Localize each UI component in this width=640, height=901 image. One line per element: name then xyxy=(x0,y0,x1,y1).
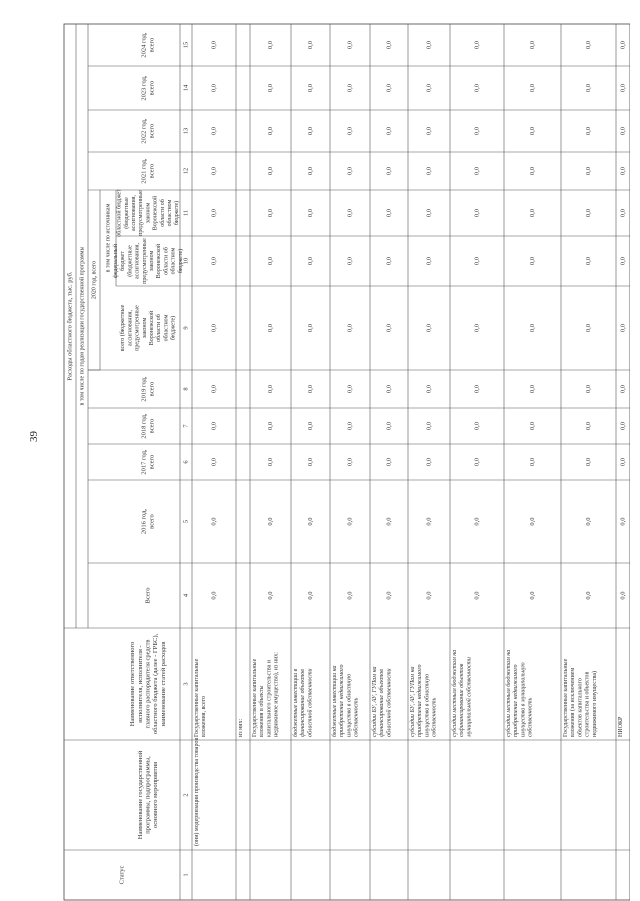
cell-value: 0,0 xyxy=(528,40,536,50)
row-label: строительства и объектов xyxy=(584,671,591,737)
cell-value: 0,0 xyxy=(306,83,314,93)
column-number xyxy=(182,593,189,597)
column-number-line: 13 xyxy=(182,127,190,135)
cell-value: 0,0 xyxy=(619,517,627,526)
header-2019-line: 2019 год, xyxy=(140,376,148,402)
row-label: собственность xyxy=(527,697,534,737)
cell-value: 0,0 xyxy=(346,256,354,266)
header-total xyxy=(144,588,151,604)
cell-value: 0,0 xyxy=(266,83,274,93)
row-label: Государственные капитальные xyxy=(194,658,200,737)
header-2016 xyxy=(141,509,156,534)
header-federal-line: области об xyxy=(163,247,170,275)
cell-value: 0,0 xyxy=(210,208,218,218)
header-2022 xyxy=(141,118,156,143)
column-number-line: 12 xyxy=(182,167,190,175)
cell-value: 0,0 xyxy=(584,384,592,394)
row-label: субсидии БУ, АУ, ГУПам на xyxy=(410,666,416,737)
cell-value: 0,0 xyxy=(346,126,354,136)
header-2020-total-line: бюджете) xyxy=(170,315,177,341)
cell-value: 0,0 xyxy=(473,384,481,394)
header-2018-line: 2018 год, xyxy=(140,413,148,439)
cell-value: 0,0 xyxy=(584,166,592,176)
row-label: приобретение недвижимого xyxy=(417,664,424,737)
row-label: НИОКР xyxy=(618,716,624,737)
cell-value: 0,0 xyxy=(473,421,481,431)
cell-value: 0,0 xyxy=(528,126,536,136)
header-2020-total-line: областном xyxy=(163,314,170,342)
cell-value: 0,0 xyxy=(425,40,433,50)
header-executor xyxy=(129,634,167,735)
row-label: имущества в областную xyxy=(346,673,353,737)
cell-value: 0,0 xyxy=(346,323,354,333)
header-regional-line: ассигнования, xyxy=(130,195,137,231)
row-label: вложения (за исключением xyxy=(570,667,577,737)
cell-value: 0,0 xyxy=(584,457,592,467)
column-number xyxy=(182,682,189,685)
header-2024 xyxy=(141,32,156,57)
cell-value: 0,0 xyxy=(619,323,627,333)
column-number-line: 2 xyxy=(182,793,190,797)
cell-value: 0,0 xyxy=(306,40,314,50)
cell-value: 0,0 xyxy=(210,256,218,266)
header-group-title xyxy=(66,271,73,380)
cell-value: 0,0 xyxy=(584,126,592,136)
cell-value: 0,0 xyxy=(385,256,393,266)
cell-value: 0,0 xyxy=(619,166,627,176)
column-number-line: 4 xyxy=(182,593,190,598)
cell-value: 0,0 xyxy=(306,126,314,136)
rotated-table-page xyxy=(58,0,630,901)
row-label: капитального строительства и xyxy=(266,660,273,737)
cell-value: 0,0 xyxy=(210,457,218,467)
cell-value: 0,0 xyxy=(473,323,481,333)
header-federal-line: (бюджетные xyxy=(127,245,134,277)
column-number-line: 10 xyxy=(182,257,190,265)
header-regional-line: (бюджетные xyxy=(123,197,130,229)
header-group-title-line: Расходы областного бюджета, тыс. руб. xyxy=(66,271,74,381)
cell-value: 0,0 xyxy=(528,208,536,218)
header-federal-line: законом xyxy=(148,250,155,272)
header-program-name xyxy=(137,750,159,839)
row-label: финансирование объектов xyxy=(379,669,386,737)
header-2023-line: 2023 год, xyxy=(140,75,148,101)
cell-value: 0,0 xyxy=(306,166,314,176)
cell-value: 0,0 xyxy=(528,166,536,176)
cell-value: 0,0 xyxy=(346,421,354,431)
row-label: муниципальной собственности xyxy=(466,657,473,737)
column-number xyxy=(182,387,189,390)
cell-value: 0,0 xyxy=(528,83,536,93)
cell-value: 0,0 xyxy=(425,591,433,600)
column-number xyxy=(182,460,189,464)
cell-value: 0,0 xyxy=(346,384,354,394)
header-2017 xyxy=(141,449,156,474)
column-number-line: 8 xyxy=(182,387,190,391)
cell-value: 0,0 xyxy=(385,323,393,333)
header-2020-title xyxy=(91,261,97,299)
header-2022-line: всего xyxy=(148,123,156,139)
row-label: имущества в муниципальную xyxy=(520,662,527,737)
cell-value: 0,0 xyxy=(306,323,314,333)
header-2020-total-line: ассигнования, xyxy=(127,310,134,346)
header-2017-line: всего xyxy=(148,454,156,470)
cell-value: 0,0 xyxy=(425,421,433,431)
cell-value: 0,0 xyxy=(584,256,592,266)
header-status xyxy=(118,865,125,884)
column-number-line: 9 xyxy=(182,326,190,330)
column-number xyxy=(182,424,189,428)
cell-value: 0,0 xyxy=(210,323,218,333)
cell-value: 0,0 xyxy=(425,384,433,394)
cell-value: 0,0 xyxy=(473,40,481,50)
row-label: объектов капитального xyxy=(577,678,584,737)
cell-value: 0,0 xyxy=(266,591,274,600)
column-number xyxy=(182,326,189,329)
cell-value: 0,0 xyxy=(385,40,393,50)
column-number xyxy=(182,258,189,265)
header-2017-line: 2017 год, xyxy=(140,449,148,475)
cell-value: 0,0 xyxy=(584,323,592,333)
cell-value: 0,0 xyxy=(210,83,218,93)
cell-value: 0,0 xyxy=(584,208,592,218)
cell-value: 0,0 xyxy=(385,384,393,394)
header-2016-line: 2016 год, xyxy=(140,508,148,535)
cell-value: 0,0 xyxy=(425,323,433,333)
cell-value: 0,0 xyxy=(473,83,481,93)
header-2018 xyxy=(141,413,156,438)
row-label: Государственные капитальные xyxy=(252,658,258,737)
column-number xyxy=(182,168,189,175)
header-2019-line: всего xyxy=(148,381,156,397)
column-number xyxy=(182,793,189,796)
cell-value: 0,0 xyxy=(584,83,592,93)
cell-value: 0,0 xyxy=(619,457,627,467)
header-federal-line: предусмотренные xyxy=(141,238,148,284)
cell-value: 0,0 xyxy=(306,591,314,600)
column-number xyxy=(182,520,189,523)
column-number-line: 11 xyxy=(182,209,190,217)
cell-value: 0,0 xyxy=(210,591,218,600)
header-regional-line: областном xyxy=(166,199,173,227)
cell-value: 0,0 xyxy=(346,166,354,176)
cell-value: 0,0 xyxy=(210,517,218,526)
header-in-sources-line: в том числе по источникам xyxy=(105,203,112,273)
cell-value: 0,0 xyxy=(425,517,433,526)
header-regional-line: областной бюджет xyxy=(116,189,123,237)
cell-value: 0,0 xyxy=(306,256,314,266)
cell-value: 0,0 xyxy=(473,457,481,467)
column-number xyxy=(182,128,189,135)
header-2016-line: всего xyxy=(148,514,156,529)
cell-value: 0,0 xyxy=(385,591,393,600)
header-regional-line: бюджете) xyxy=(174,200,181,226)
cell-value: 0,0 xyxy=(528,421,536,431)
header-total-line: Всего xyxy=(144,587,152,604)
header-2020-total-line: области об xyxy=(156,314,163,342)
cell-value: 0,0 xyxy=(425,256,433,266)
cell-value: 0,0 xyxy=(619,591,627,600)
header-2023-line: всего xyxy=(148,80,156,96)
cell-value: 0,0 xyxy=(346,517,354,526)
cell-value: 0,0 xyxy=(210,166,218,176)
cell-value: 0,0 xyxy=(306,384,314,394)
header-federal-line: областном xyxy=(170,247,177,275)
cell-value: 0,0 xyxy=(385,208,393,218)
cell-value: 0,0 xyxy=(584,591,592,600)
cell-value: 0,0 xyxy=(385,457,393,467)
cell-value: 0,0 xyxy=(425,457,433,467)
row-label: финансирование объектов xyxy=(300,669,307,737)
row-label: вложения в объекты xyxy=(259,685,266,737)
header-executor-line: областного бюджета (далее - ГРБС), xyxy=(152,633,160,735)
cell-value: 0,0 xyxy=(425,126,433,136)
row-label: бюджетные инвестиции в xyxy=(293,668,299,737)
header-2021-line: всего xyxy=(148,163,156,179)
cell-value: 0,0 xyxy=(528,517,536,526)
cell-value: 0,0 xyxy=(619,208,627,218)
row-label: областной собственности xyxy=(307,668,314,737)
cell-value: 0,0 xyxy=(473,591,481,600)
row-label: приобретение недвижимого xyxy=(339,664,346,737)
budget-table xyxy=(58,0,630,901)
header-2019 xyxy=(141,376,156,401)
row-label: субсидии местным бюджетам на xyxy=(506,649,512,737)
cell-value: 0,0 xyxy=(528,457,536,467)
header-2018-line: всего xyxy=(148,418,156,434)
header-federal-line: Воронежской xyxy=(156,243,163,279)
column-number-line: 3 xyxy=(182,682,190,686)
row-label: из них: xyxy=(238,718,244,737)
row-label: софинансирование объектов xyxy=(459,663,466,737)
header-regional-line: предусмотренные xyxy=(138,190,145,236)
header-2021 xyxy=(141,158,156,183)
cell-value: 0,0 xyxy=(584,40,592,50)
cell-value: 0,0 xyxy=(346,591,354,600)
header-program-name-line: программы, подпрограммы, xyxy=(144,756,152,834)
header-regional xyxy=(116,189,181,237)
row-label: недвижимого имущества) xyxy=(591,671,598,737)
cell-value: 0,0 xyxy=(473,208,481,218)
header-regional-line: области об xyxy=(159,199,166,227)
column-number-line: 5 xyxy=(182,519,190,524)
header-group-subtitle-line: в том числе по годам реализации государственной программы xyxy=(79,246,86,406)
cell-value: 0,0 xyxy=(385,166,393,176)
cell-value: 0,0 xyxy=(425,208,433,218)
cell-value: 0,0 xyxy=(266,40,274,50)
cell-value: 0,0 xyxy=(528,256,536,266)
cell-value: 0,0 xyxy=(619,256,627,266)
cell-value: 0,0 xyxy=(528,384,536,394)
cell-value: 0,0 xyxy=(425,83,433,93)
header-executor-line: исполнителя, исполнителя - xyxy=(136,645,144,723)
column-number xyxy=(182,84,189,91)
cell-value: 0,0 xyxy=(584,517,592,526)
row-label: приобретение недвижимого xyxy=(513,664,520,737)
row-label: субсидии местным бюджетам на xyxy=(452,649,458,737)
column-number-line: 1 xyxy=(182,873,190,877)
row-label: бюджетные инвестиции на xyxy=(332,665,338,737)
row-label: субсидии БУ, АУ, ГУПам на xyxy=(372,666,378,737)
cell-value: 0,0 xyxy=(385,83,393,93)
cell-value: 0,0 xyxy=(584,421,592,431)
cell-value: 0,0 xyxy=(306,208,314,218)
cell-value: 0,0 xyxy=(346,40,354,50)
cell-value: 0,0 xyxy=(266,457,274,467)
row-label: областной собственности xyxy=(386,668,393,737)
cell-value: 0,0 xyxy=(528,323,536,333)
header-executor-line: наименование статей расходов xyxy=(159,641,167,727)
row-label: недвижимое имущество), из них: xyxy=(273,652,280,737)
cell-value: 0,0 xyxy=(266,384,274,394)
header-2020-title-line: 2020 год, всего xyxy=(91,260,98,300)
header-2020-total-line: законом xyxy=(141,317,148,339)
header-2020-total-line: всего (бюджетные xyxy=(120,304,127,352)
header-2023 xyxy=(141,75,156,100)
measure-name: (они) модернизации производства товаров xyxy=(194,737,200,846)
cell-value: 0,0 xyxy=(266,421,274,431)
cell-value: 0,0 xyxy=(210,421,218,431)
cell-value: 0,0 xyxy=(473,166,481,176)
cell-value: 0,0 xyxy=(266,126,274,136)
column-number-line: 14 xyxy=(182,84,190,92)
header-group-subtitle xyxy=(78,246,85,405)
cell-value: 0,0 xyxy=(425,166,433,176)
cell-value: 0,0 xyxy=(306,517,314,526)
cell-value: 0,0 xyxy=(346,457,354,467)
cell-value: 0,0 xyxy=(619,384,627,394)
cell-value: 0,0 xyxy=(385,517,393,526)
cell-value: 0,0 xyxy=(473,517,481,526)
row-label: вложения, всего xyxy=(201,695,208,737)
column-number xyxy=(182,873,189,876)
cell-value: 0,0 xyxy=(306,457,314,467)
row-label: собственность xyxy=(353,697,360,737)
column-number-line: 7 xyxy=(182,424,190,428)
cell-value: 0,0 xyxy=(385,421,393,431)
header-2020-total xyxy=(119,304,176,351)
header-program-name-line: основного мероприятия xyxy=(152,761,160,829)
column-number-line: 15 xyxy=(182,41,190,49)
header-status-line: Статус xyxy=(118,865,126,885)
cell-value: 0,0 xyxy=(473,256,481,266)
row-label: Государственные капитальные xyxy=(563,658,569,737)
cell-value: 0,0 xyxy=(346,83,354,93)
header-regional-line: Воронежской xyxy=(152,195,159,231)
cell-value: 0,0 xyxy=(619,421,627,431)
column-number xyxy=(182,42,189,49)
header-2024-line: 2024 год, xyxy=(140,32,148,58)
cell-value: 0,0 xyxy=(346,208,354,218)
cell-value: 0,0 xyxy=(619,126,627,136)
header-program-name-line: Наименование государственной xyxy=(136,750,144,840)
header-executor-line: Наименование ответственного xyxy=(129,641,137,727)
cell-value: 0,0 xyxy=(210,384,218,394)
header-2022-line: 2022 год, xyxy=(140,118,148,144)
header-executor-line: главного распорядителя средств xyxy=(144,639,152,729)
column-number xyxy=(182,210,189,216)
cell-value: 0,0 xyxy=(210,126,218,136)
cell-value: 0,0 xyxy=(266,208,274,218)
header-federal xyxy=(112,238,184,284)
header-2020-total-line: Воронежской xyxy=(148,310,155,346)
header-2024-line: всего xyxy=(148,37,156,53)
row-label: собственность xyxy=(431,697,438,737)
header-2020-total-line: предусмотренные xyxy=(134,305,141,351)
page-number: 39 xyxy=(28,431,40,442)
header-federal-line: ассигнования, xyxy=(134,243,141,279)
header-federal-line: бюджете) xyxy=(177,248,184,274)
cell-value: 0,0 xyxy=(306,421,314,431)
cell-value: 0,0 xyxy=(619,83,627,93)
cell-value: 0,0 xyxy=(266,517,274,526)
header-federal-line: бюджет xyxy=(120,251,127,271)
cell-value: 0,0 xyxy=(210,40,218,50)
cell-value: 0,0 xyxy=(266,323,274,333)
header-federal-line: федеральный xyxy=(112,243,119,279)
cell-value: 0,0 xyxy=(473,126,481,136)
cell-value: 0,0 xyxy=(266,166,274,176)
header-2021-line: 2021 год, xyxy=(140,158,148,184)
cell-value: 0,0 xyxy=(385,126,393,136)
cell-value: 0,0 xyxy=(528,591,536,600)
header-in-sources xyxy=(105,203,111,272)
cell-value: 0,0 xyxy=(619,40,627,50)
row-label: имущества в областную xyxy=(424,673,431,737)
cell-value: 0,0 xyxy=(266,256,274,266)
column-number-line: 6 xyxy=(182,460,190,464)
header-regional-line: законом xyxy=(145,202,152,224)
